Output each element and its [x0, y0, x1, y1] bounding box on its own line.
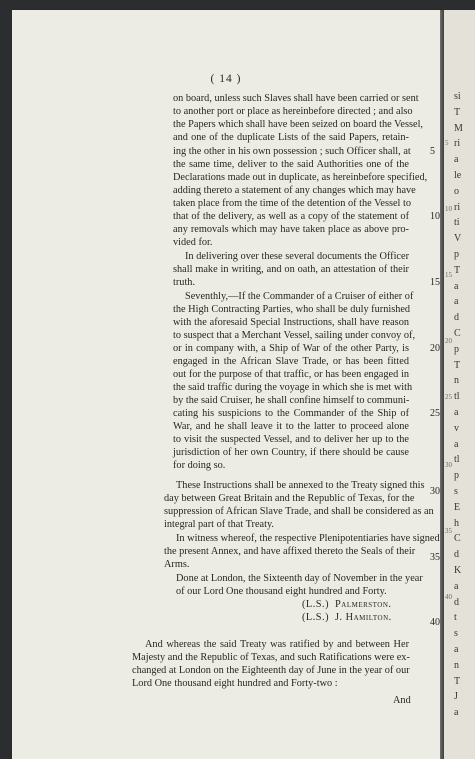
instructions-line: that of the delivery, as well as a copy of the statement of [173, 211, 409, 222]
facing-page-fragment: d [454, 596, 459, 608]
ratification-line: changed at London on the Eighteenth day of June in the year of our [132, 665, 410, 676]
signature-line [302, 611, 392, 624]
instructions-line: jurisdiction of her own Country, if there should be cause [173, 447, 409, 458]
facing-page-fragment: d [454, 549, 459, 561]
instructions-line: on board, unless such Slaves shall have been carried or sent [173, 93, 419, 104]
facing-page-fragment: a [454, 438, 459, 450]
instructions-line: the High Contracting Parties, who shall be duly furnished [173, 304, 411, 315]
instructions-line: the same time, deliver to the said Authorities one of the [173, 159, 409, 170]
instructions-line: taken place from the time of the detention of the Vessel to [173, 198, 411, 209]
instructions-line: or in company with, a Ship of War of the other Party, is [173, 343, 409, 354]
signatory-name: J. Hamilton. [335, 612, 392, 623]
instructions-line: engaged in the African Slave Trade, or has been fitted [173, 356, 409, 367]
facing-page-fragment: a [454, 154, 459, 166]
facing-page-fragment: d [454, 312, 459, 324]
facing-page-fragment: tl [454, 454, 460, 466]
signatory-name: Palmerston. [335, 599, 392, 610]
facing-page-fragment: a [454, 580, 459, 592]
instructions-line: any removals which may have taken place as above pro- [173, 224, 409, 235]
facing-page-fragment: T [454, 675, 461, 687]
facing-line-number: 30 [445, 461, 452, 469]
instructions-line: to another port or place as hereinbefore directed ; and also [173, 106, 413, 117]
line-number: 30 [430, 486, 440, 497]
facing-page-fragment: le [454, 170, 462, 181]
facing-page-fragment: h [454, 517, 459, 529]
facing-page-fragment: M [454, 122, 463, 134]
facing-page-fragment: o [454, 185, 459, 197]
annex-line: integral part of that Treaty. [164, 519, 274, 530]
facing-page-fragment: J [454, 691, 458, 703]
facing-page-fragment: E [454, 501, 461, 513]
instructions-line: Seventhly,—If the Commander of a Cruiser of either of [185, 291, 414, 302]
facing-line-number: 10 [445, 205, 452, 213]
facing-page-fragment: T [454, 106, 461, 118]
facing-page-fragment: T [454, 264, 461, 276]
facing-page-fragment: t [454, 612, 457, 624]
annex-line: In witness whereof, the respective Plenipotentiaries have signed [176, 533, 440, 544]
facing-page-fragment: a [454, 280, 459, 292]
facing-page-fragment: s [454, 628, 458, 640]
instructions-line: truth. [173, 277, 196, 288]
ratification-line: And whereas the said Treaty was ratified by and between Her [145, 639, 409, 650]
facing-page-fragment: ti [454, 217, 460, 229]
instructions-line: Declarations made out in duplicate, as hereinbefore specified, [173, 172, 428, 183]
line-number: 20 [430, 343, 440, 354]
facing-page-fragment: a [454, 707, 459, 719]
annex-line: Arms. [164, 559, 190, 570]
instructions-line: War, and he shall leave it to the latter to proceed alone [173, 421, 409, 432]
book-page [12, 10, 440, 759]
annex-line: These Instructions shall be annexed to the Treaty signed this [176, 480, 425, 491]
line-number: 40 [430, 617, 440, 628]
facing-page-fragment: tl [454, 391, 460, 403]
instructions-line: ing the other in his own possession ; such Officer shall, at [173, 146, 411, 157]
instructions-line: to suspect that a Merchant Vessel, sailing under convoy of, [173, 330, 416, 341]
facing-page-fragment: C [454, 533, 461, 545]
facing-page-fragment: p [454, 470, 459, 482]
facing-line-number: 20 [445, 337, 452, 345]
instructions-line: out for the purpose of that traffic, or has been engaged in [173, 369, 409, 380]
facing-page-fragment: V [454, 233, 462, 245]
instructions-line: for doing so. [173, 460, 226, 471]
annex-line: suppression of African Slave Trade, and shall be considered as an [164, 506, 434, 517]
facing-page-fragment: si [454, 91, 461, 102]
facing-page-fragment: n [454, 659, 459, 671]
line-number: 10 [430, 211, 440, 222]
facing-page-fragment: v [454, 422, 459, 434]
instructions-line: shall make in writing, and on oath, an attestation of their [173, 264, 409, 275]
instructions-line: to visit the suspected Vessel, and to deliver her up to the [173, 434, 409, 445]
annex-line: day between Great Britain and the Republic of Texas, for the [164, 493, 415, 504]
instructions-line: cating his suspicions to the Commander of the Ship of [173, 408, 409, 419]
facing-page-fragment: n [454, 375, 459, 387]
facing-page-fragment: T [454, 359, 461, 371]
facing-line-number: 15 [445, 271, 452, 279]
annex-line: Done at London, the Sixteenth day of November in the year [176, 573, 423, 584]
line-number: 25 [430, 408, 440, 419]
instructions-line: In delivering over these several documents the Officer [185, 251, 409, 262]
page-number: ( 14 ) [210, 73, 242, 85]
instructions-line: and one of the duplicate Lists of the said Papers, retain- [173, 132, 409, 143]
facing-page-fragment: C [454, 328, 461, 339]
ratification-line: Lord One thousand eight hundred and Forty-two : [132, 678, 338, 689]
facing-line-number: 35 [445, 527, 452, 535]
seal-mark: (L.S.) [302, 599, 330, 610]
instructions-line: with the aforesaid Special Instructions, shall have reason [173, 317, 409, 328]
line-number: 15 [430, 277, 440, 288]
line-number: 5 [430, 146, 435, 157]
facing-line-number: 40 [445, 593, 452, 601]
instructions-line: the Papers which shall have been seized on board the Vessel, [173, 119, 424, 130]
facing-page-fragment: a [454, 644, 459, 655]
facing-page-edge [444, 10, 475, 759]
instructions-line: adding thereto a statement of any changes which may have [173, 185, 416, 196]
line-number: 35 [430, 552, 440, 563]
instructions-line: by the said Cruiser, he shall confine himself to communi- [173, 395, 410, 406]
instructions-line: the said traffic during the voyage in which she is met with [173, 382, 413, 393]
facing-line-number: 5 [445, 139, 449, 147]
facing-page-fragment: ri [454, 138, 461, 150]
facing-line-number: 25 [445, 393, 452, 401]
facing-page-fragment: a [454, 296, 459, 308]
signature-line [302, 598, 392, 611]
seal-mark: (L.S.) [302, 612, 330, 623]
instructions-line: vided for. [173, 237, 213, 248]
facing-page-fragment: K [454, 565, 462, 576]
facing-page-fragment: s [454, 486, 458, 497]
facing-page-fragment: p [454, 343, 459, 355]
catchword: And [393, 695, 411, 706]
annex-line: of our Lord One thousand eight hundred and Forty. [176, 586, 387, 597]
ratification-line: Majesty and the Republic of Texas, and such Ratifications were ex- [132, 652, 410, 663]
facing-page-fragment: a [454, 407, 459, 418]
facing-page-fragment: p [454, 249, 459, 260]
facing-page-fragment: ri [454, 201, 461, 213]
annex-line: the present Annex, and have affixed thereto the Seals of their [164, 546, 416, 557]
